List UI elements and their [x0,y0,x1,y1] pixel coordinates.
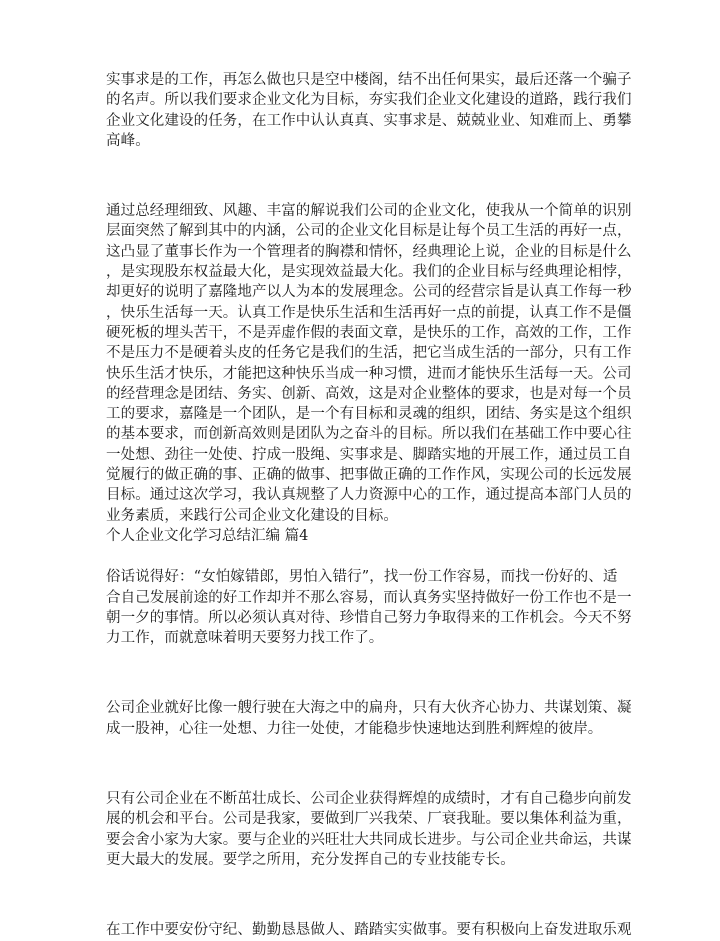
text-line: 快乐生活才快乐，才能把这种快乐当成一种习惯，进而才能快乐生活每一天。公司 [106,365,632,382]
text-line: 展的机会和平台。公司是我家，要做到厂兴我荣、厂衰我耻。要以集体利益为重， [106,811,632,828]
paragraph-6 [106,920,632,940]
text-line: 朝一夕的事情。所以必须认真对待、珍惜自己努力争取得来的工作机会。今天不努 [106,609,632,626]
paragraph-4 [106,698,632,739]
paragraph-spacer [106,739,618,789]
paragraph-spacer [106,151,618,201]
paragraph-2 [106,201,632,526]
text-line: 公司企业就好比像一艘行驶在大海之中的扁舟，只有大伙齐心协力、共谋划策、凝 [106,700,632,717]
text-line: 目标。通过这次学习，我认真规整了人力资源中心的工作，通过提高本部门人员的 [106,487,632,504]
text-line: 合自己发展前途的好工作却并不那么容易，而认真务实坚持做好一份工作也不是一 [106,589,632,606]
text-line: 觉履行的做正确的事、正确的做事、把事做正确的工作作风，实现公司的长远发展 [106,467,632,484]
text-line: 要会舍小家为大家。要与企业的兴旺壮大共同成长进步。与公司企业共命运，共谋 [106,831,632,848]
text-line: 的基本要求，而创新高效则是团队为之奋斗的目标。所以我们在基础工作中要心往 [106,426,632,443]
section-heading: 个人企业文化学习总结汇编 篇4 [106,527,309,544]
text-line: 高峰。 [106,132,150,149]
paragraph-spacer [106,648,618,698]
text-line: 的经营理念是团结、务实、创新、高效，这是对企业整体的要求，也是对每一个员 [106,385,632,402]
text-line: 却更好的说明了嘉隆地产以人为本的发展理念。公司的经营宗旨是认真工作每一秒 [106,284,632,301]
text-line: 工的要求，嘉隆是一个团队，是一个有目标和灵魂的组织，团结、务实是这个组织 [106,406,632,423]
text-line: 不是压力不是硬着头皮的任务它是我们的生活，把它当成生活的一部分，只有工作 [106,345,632,362]
text-line: 成一股神，心往一处想、力往一处使，才能稳步快速地达到胜利辉煌的彼岸。 [106,720,603,737]
text-line: 这凸显了董事长作为一个管理者的胸襟和情怀，经典理论上说，企业的目标是什么 [106,243,632,260]
paragraph-3 [106,567,632,648]
text-line: 企业文化建设的任务，在工作中认认真真、实事求是、兢兢业业、知难而上、勇攀 [106,112,632,129]
text-line: ，快乐生活每一天。认真工作是快乐生活和生活再好一点的前提，认真工作不是僵 [106,304,632,321]
text-line: 力工作，而就意味着明天要努力找工作了。 [106,630,384,647]
document-page [106,70,632,941]
text-line: 业务素质，来践行公司企业文化建设的目标。 [106,507,398,524]
text-line: 的名声。所以我们要求企业文化为目标，夯实我们企业文化建设的道路，践行我们 [106,92,632,109]
text-line: 实事求是的工作，再怎么做也只是空中楼阁，结不出任何果实，最后还落一个骗子 [106,72,632,88]
text-line: 硬死板的埋头苦干，不是弄虚作假的表面文章，是快乐的工作，高效的工作，工作 [106,324,632,341]
text-line: 俗话说得好：“女怕嫁错郎，男怕入错行”，找一份工作容易，而找一份好的、适 [106,569,618,586]
paragraph-spacer [106,546,618,567]
text-line: 通过总经理细致、风趣、丰富的解说我们公司的企业文化，使我从一个简单的识别 [106,203,632,220]
paragraph-5 [106,789,632,870]
text-line: ，是实现股东权益最大化，是实现效益最大化。我们的企业目标与经典理论相悖， [106,264,632,281]
text-line: 层面突然了解到其中的内涵，公司的企业文化目标是让每个员工生活的再好一点， [106,223,632,240]
paragraph-spacer [106,870,618,920]
text-line: 更大最大的发展。要学之所用，充分发挥自己的专业技能专长。 [106,851,515,868]
paragraph-1 [106,70,632,151]
text-line: 一处想、劲往一处使、拧成一股绳、实事求是、脚踏实地的开展工作，通过员工自 [106,446,632,463]
text-line: 只有公司企业在不断茁壮成长、公司企业获得辉煌的成绩时，才有自己稳步向前发 [106,791,632,808]
text-line: 在工作中要安份守纪、勤勤恳恳做人、踏踏实实做事。要有积极向上奋发进取乐观 [106,922,632,939]
